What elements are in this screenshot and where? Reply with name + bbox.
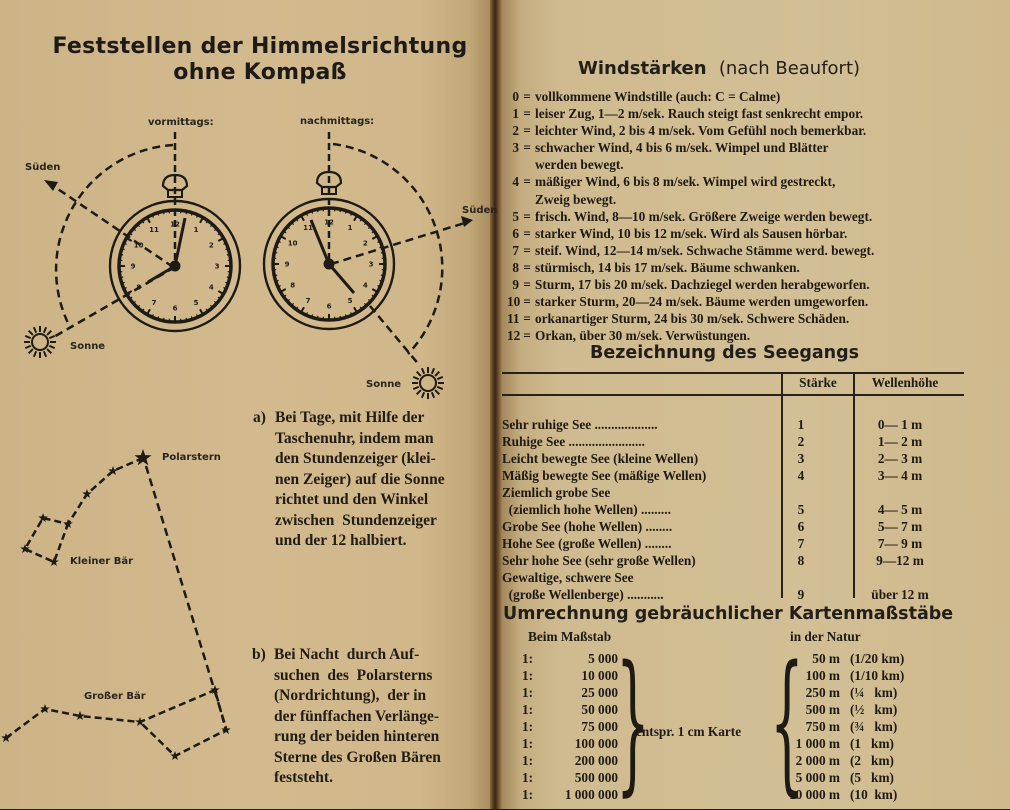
beaufort-row xyxy=(507,139,977,156)
scale-ratio: 1: xyxy=(522,752,533,769)
watch-center xyxy=(170,261,180,271)
sea-description: Hohe See (große Wellen) ........ xyxy=(502,535,671,552)
dial-tick xyxy=(127,291,132,294)
beaufort-number: 0 xyxy=(507,88,519,105)
equals-sign: = xyxy=(519,105,535,122)
south-arrow-morning xyxy=(44,180,58,191)
beaufort-number xyxy=(507,156,519,173)
sun-ray xyxy=(432,392,434,398)
paragraph-a-marker: a) xyxy=(253,408,266,429)
sun-ray xyxy=(413,387,419,389)
label-big-dipper: Großer Bär xyxy=(84,691,146,702)
morning-watch xyxy=(44,132,240,338)
sun-ray xyxy=(47,349,51,353)
dial-tick xyxy=(218,238,223,241)
wave-height: 3— 4 m xyxy=(854,467,946,484)
sun-ray xyxy=(49,336,55,338)
dial-number: 1 xyxy=(348,224,353,232)
dial-number: 5 xyxy=(348,297,353,305)
little-dipper xyxy=(25,458,143,562)
paragraph-b xyxy=(274,645,484,789)
beaufort-number: 2 xyxy=(507,122,519,139)
beaufort-description: orkanartiger Sturm, 24 bis 30 m/sek. Schwere Schäden. xyxy=(535,310,977,327)
sea-strength: 5 xyxy=(780,501,822,518)
dial-number: 12 xyxy=(324,219,334,227)
wave-height: über 12 m xyxy=(854,586,946,603)
dial-number: 3 xyxy=(215,263,220,271)
scale-ratio: 1: xyxy=(522,735,533,752)
dial-tick xyxy=(163,318,164,321)
beaufort-description: leichter Wind, 2 bis 4 m/sek. Vom Gefühl noch bemerkbar. xyxy=(535,122,977,139)
nature-km: (5 km) xyxy=(850,769,894,786)
beaufort-row xyxy=(507,105,977,122)
beaufort-number: 8 xyxy=(507,259,519,276)
scale-denominator: 50 000 xyxy=(540,701,618,718)
scale-ratio: 1: xyxy=(522,786,533,803)
beaufort-number: 1 xyxy=(507,105,519,122)
dial-tick xyxy=(218,291,223,294)
beaufort-row xyxy=(507,310,977,327)
dial-tick xyxy=(147,218,150,223)
dial-tick xyxy=(317,209,318,212)
star-icon xyxy=(170,751,180,760)
scale-ratio: 1: xyxy=(522,667,533,684)
dial-number: 4 xyxy=(209,284,214,292)
nature-km: (½ km) xyxy=(850,701,897,718)
sun-ray xyxy=(422,368,424,374)
sea-row xyxy=(502,450,964,467)
dial-tick xyxy=(274,252,277,253)
sea-description: Ruhige See ....................... xyxy=(502,433,645,450)
sun-ray xyxy=(44,327,46,333)
beaufort-row xyxy=(507,242,977,259)
beaufort-row xyxy=(507,276,977,293)
nature-meters: 2 000 m xyxy=(772,752,840,769)
label-sun-left: Sonne xyxy=(70,341,105,352)
beaufort-list xyxy=(507,88,977,344)
star-icon xyxy=(82,489,92,498)
dial-tick xyxy=(354,307,357,312)
dial-number: 2 xyxy=(363,240,368,248)
dial-number: 11 xyxy=(149,226,159,234)
sea-row xyxy=(502,552,964,569)
table-rule-header xyxy=(502,394,964,396)
sea-row xyxy=(502,501,964,518)
sea-row xyxy=(502,467,964,484)
beaufort-row xyxy=(507,327,977,344)
beaufort-number: 12 xyxy=(507,327,519,344)
afternoon-watch xyxy=(264,132,473,366)
equals-sign xyxy=(519,156,535,173)
dial-tick xyxy=(147,309,150,314)
table-rule-top xyxy=(502,372,964,374)
equals-sign: = xyxy=(519,327,535,344)
dial-tick xyxy=(317,316,318,319)
dial-number: 6 xyxy=(173,305,178,313)
dial-number: 4 xyxy=(363,282,368,290)
dial-number: 8 xyxy=(290,282,295,290)
scale-denominator: 500 000 xyxy=(540,769,618,786)
sun-ray xyxy=(435,390,439,394)
header-wave-height: Wellenhöhe xyxy=(855,375,955,391)
paragraph-line: nen Zeiger) auf die Sonne xyxy=(275,470,485,491)
nature-meters: 10 000 m xyxy=(772,786,840,803)
scale-ratio: 1: xyxy=(522,718,533,735)
sea-row xyxy=(502,518,964,535)
equals-sign: = xyxy=(519,310,535,327)
sun-ray xyxy=(44,351,46,357)
beaufort-description: Orkan, über 30 m/sek. Verwüstungen. xyxy=(535,327,977,344)
scale-denominator: 100 000 xyxy=(540,735,618,752)
equals-sign: = xyxy=(519,293,535,310)
beaufort-description: Zweig bewegt. xyxy=(535,191,977,208)
dial-tick xyxy=(301,216,304,221)
dial-tick xyxy=(200,218,203,223)
wind-title xyxy=(578,58,860,79)
beaufort-row xyxy=(507,88,977,105)
beaufort-number: 7 xyxy=(507,242,519,259)
dial-number: 3 xyxy=(369,261,374,269)
sea-description: Ziemlich grobe See xyxy=(502,484,610,501)
sea-strength: 2 xyxy=(780,433,822,450)
brace-left: { xyxy=(770,646,804,798)
paragraph-line: und der 12 halbiert. xyxy=(275,531,485,552)
dial-tick xyxy=(227,254,230,255)
dial-tick xyxy=(186,211,187,214)
title-line-1: Feststellen der Himmelsrichtung xyxy=(40,34,480,60)
dial-number: 5 xyxy=(194,299,199,307)
wave-height: 0— 1 m xyxy=(854,416,946,433)
angle-arc-afternoon xyxy=(333,144,442,354)
sun-ray xyxy=(432,368,434,374)
equals-sign: = xyxy=(519,139,535,156)
sun-ray xyxy=(25,346,31,348)
sun-ray xyxy=(422,392,424,398)
sea-description: Grobe See (hohe Wellen) ........ xyxy=(502,518,672,535)
dial-tick xyxy=(281,289,286,292)
label-morning: vormittags: xyxy=(148,117,214,128)
sun-ray xyxy=(47,331,51,335)
nature-km: (¼ km) xyxy=(850,684,897,701)
scale-denominator: 25 000 xyxy=(540,684,618,701)
dial-tick xyxy=(120,277,123,278)
scale-middle-text: entspr. 1 cm Karte xyxy=(636,723,741,740)
scale-ratio: 1: xyxy=(522,769,533,786)
sun-ray xyxy=(34,351,36,357)
sea-strength: 1 xyxy=(780,416,822,433)
dial-tick xyxy=(186,318,187,321)
equals-sign: = xyxy=(519,173,535,190)
sea-strength: 9 xyxy=(780,586,822,603)
sun-ray xyxy=(417,390,421,394)
nature-meters: 250 m xyxy=(772,684,840,701)
equals-sign: = xyxy=(519,225,535,242)
paragraph-line: feststeht. xyxy=(274,768,484,789)
beaufort-row xyxy=(507,208,977,225)
equals-sign: = xyxy=(519,276,535,293)
sea-title: Bezeichnung des Seegangs xyxy=(590,343,859,363)
scale-denominator: 5 000 xyxy=(540,650,618,667)
sea-description: Leicht bewegte See (kleine Wellen) xyxy=(502,450,698,467)
star-icon xyxy=(38,513,48,522)
sun-icon-left xyxy=(32,334,48,350)
sun-ray xyxy=(437,377,443,379)
paragraph-a xyxy=(275,408,485,552)
beaufort-row xyxy=(507,173,977,190)
star-icon xyxy=(221,725,231,734)
sun-ray xyxy=(413,377,419,379)
label-polaris: Polarstern xyxy=(162,452,221,463)
dial-number: 9 xyxy=(131,263,136,271)
beaufort-description: leiser Zug, 1—2 m/sek. Rauch steigt fast senkrecht empor. xyxy=(535,105,977,122)
beaufort-number: 5 xyxy=(507,208,519,225)
sun-icon-right xyxy=(420,375,436,391)
star-icon xyxy=(49,557,59,566)
dial-tick xyxy=(372,289,377,292)
paragraph-line: Taschenuhr, indem man xyxy=(275,429,485,450)
beaufort-description: frisch. Wind, 8—10 m/sek. Größere Zweige werden bewegt. xyxy=(535,208,977,225)
sun-ray xyxy=(34,327,36,333)
dial-tick xyxy=(381,252,384,253)
sea-strength: 6 xyxy=(780,518,822,535)
paragraph-line: den Stundenzeiger (klei- xyxy=(275,449,485,470)
nature-meters: 100 m xyxy=(772,667,840,684)
sea-description: (ziemlich hohe Wellen) ......... xyxy=(502,501,671,518)
beaufort-number: 9 xyxy=(507,276,519,293)
dial-tick xyxy=(120,254,123,255)
dial-tick xyxy=(200,309,203,314)
beaufort-number: 3 xyxy=(507,139,519,156)
beaufort-description: steif. Wind, 12—14 m/sek. Schwache Stämme werd. bewegt. xyxy=(535,242,977,259)
paragraph-line: zwischen Stundenzeiger xyxy=(275,511,485,532)
hour-hand-afternoon xyxy=(329,264,354,293)
equals-sign: = xyxy=(519,259,535,276)
nature-km: (¾ km) xyxy=(850,718,897,735)
sun-ray xyxy=(435,372,439,376)
paragraph-line: Bei Nacht durch Auf- xyxy=(274,645,484,666)
equals-sign: = xyxy=(519,88,535,105)
beaufort-row xyxy=(507,191,977,208)
beaufort-description: werden bewegt. xyxy=(535,156,977,173)
label-little-dipper: Kleiner Bär xyxy=(70,556,133,567)
paragraph-line: Sterne des Großen Bären xyxy=(274,748,484,769)
paragraph-line: richtet und den Winkel xyxy=(275,490,485,511)
dial-number: 10 xyxy=(134,242,144,250)
scale-ratio: 1: xyxy=(522,650,533,667)
wind-title-sub: (nach Beaufort) xyxy=(719,58,860,79)
equals-sign: = xyxy=(519,122,535,139)
nature-km: (1/20 km) xyxy=(850,650,904,667)
beaufort-row xyxy=(507,225,977,242)
beaufort-description: Sturm, 17 bis 20 m/sek. Dachziegel werden herabgeworfen. xyxy=(535,276,977,293)
label-afternoon: nachmittags: xyxy=(300,116,374,127)
dial-number: 2 xyxy=(209,242,214,250)
dial-tick xyxy=(163,211,164,214)
beaufort-description: schwacher Wind, 4 bis 6 m/sek. Wimpel und Blätter xyxy=(535,139,977,156)
nature-km: (1 km) xyxy=(850,735,894,752)
paragraph-line: (Nordrichtung), der in xyxy=(274,686,484,707)
sea-row xyxy=(502,586,964,603)
wave-height: 4— 5 m xyxy=(854,501,946,518)
sun-line-afternoon xyxy=(370,306,420,366)
beaufort-number: 6 xyxy=(507,225,519,242)
sea-description: Gewaltige, schwere See xyxy=(502,569,634,586)
paragraph-line: der fünffachen Verlänge- xyxy=(274,707,484,728)
equals-sign xyxy=(519,191,535,208)
label-south-left: Süden xyxy=(25,162,60,173)
dial-tick xyxy=(340,209,341,212)
paragraph-b-marker: b) xyxy=(252,645,266,666)
sea-row xyxy=(502,416,964,433)
paragraph-line: rung der beiden hinteren xyxy=(274,727,484,748)
scale-ratio: 1: xyxy=(522,684,533,701)
scale-denominator: 75 000 xyxy=(540,718,618,735)
title-line-2: ohne Kompaß xyxy=(40,60,480,86)
brace-right: } xyxy=(616,646,650,798)
sea-description: Sehr hohe See (sehr große Wellen) xyxy=(502,552,696,569)
beaufort-description: vollkommene Windstille (auch: C = Calme) xyxy=(535,88,977,105)
beaufort-row xyxy=(507,122,977,139)
scales-title: Umrechnung gebräuchlicher Kartenmaßstäbe xyxy=(503,604,953,624)
wave-height: 5— 7 m xyxy=(854,518,946,535)
wave-height: 2— 3 m xyxy=(854,450,946,467)
dial-number: 10 xyxy=(288,240,298,248)
dial-number: 11 xyxy=(303,224,313,232)
sea-description: (große Wellenberge) ........... xyxy=(502,586,664,603)
dial-tick xyxy=(227,277,230,278)
beaufort-row xyxy=(507,156,977,173)
sun-ray xyxy=(437,387,443,389)
sea-row xyxy=(502,484,964,501)
scale-ratio: 1: xyxy=(522,701,533,718)
scale-denominator: 10 000 xyxy=(540,667,618,684)
nature-meters: 500 m xyxy=(772,701,840,718)
sea-row xyxy=(502,433,964,450)
dial-tick xyxy=(372,236,377,239)
minute-hand-afternoon xyxy=(311,220,329,264)
dial-number: 12 xyxy=(170,221,180,229)
polaris-star-icon xyxy=(134,449,151,465)
nature-meters: 50 m xyxy=(772,650,840,667)
sea-strength: 3 xyxy=(780,450,822,467)
dial-number: 6 xyxy=(327,303,332,311)
header-nature: in der Natur xyxy=(790,628,861,645)
sea-strength: 7 xyxy=(780,535,822,552)
sea-row xyxy=(502,535,964,552)
sea-description: Sehr ruhige See ................... xyxy=(502,416,658,433)
nature-meters: 750 m xyxy=(772,718,840,735)
beaufort-row xyxy=(507,293,977,310)
wave-height: 7— 9 m xyxy=(854,535,946,552)
wave-height: 9—12 m xyxy=(854,552,946,569)
beaufort-number: 11 xyxy=(507,310,519,327)
sun-ray xyxy=(25,336,31,338)
sea-row xyxy=(502,569,964,586)
dial-tick xyxy=(301,307,304,312)
beaufort-description: stürmisch, 14 bis 17 m/sek. Bäume schwanken. xyxy=(535,259,977,276)
beaufort-row xyxy=(507,259,977,276)
nature-meters: 5 000 m xyxy=(772,769,840,786)
label-sun-right: Sonne xyxy=(366,379,401,390)
dial-number: 8 xyxy=(136,284,141,292)
dial-tick xyxy=(127,238,132,241)
beaufort-number xyxy=(507,191,519,208)
dial-number: 1 xyxy=(194,226,199,234)
dial-number: 7 xyxy=(152,299,157,307)
sea-description: Mäßig bewegte See (mäßige Wellen) xyxy=(502,467,706,484)
dial-number: 9 xyxy=(285,261,290,269)
dial-number: 7 xyxy=(306,297,311,305)
scale-denominator: 200 000 xyxy=(540,752,618,769)
wave-height: 1— 2 m xyxy=(854,433,946,450)
sea-strength: 8 xyxy=(780,552,822,569)
nature-km: (1/10 km) xyxy=(850,667,904,684)
dial-tick xyxy=(340,316,341,319)
beaufort-description: starker Sturm, 20—24 m/sek. Bäume werden umgeworfen. xyxy=(535,293,977,310)
beaufort-number: 4 xyxy=(507,173,519,190)
header-scale: Beim Maßstab xyxy=(528,628,611,645)
south-arrow-afternoon xyxy=(461,216,473,227)
nature-km: (2 km) xyxy=(850,752,894,769)
nature-km: (10 km) xyxy=(850,786,897,803)
sun-ray xyxy=(29,349,33,353)
nature-meters: 1 000 m xyxy=(772,735,840,752)
header-strength: Stärke xyxy=(783,375,853,391)
paragraph-line: Bei Tage, mit Hilfe der xyxy=(275,408,485,429)
wind-title-main: Windstärken xyxy=(578,58,707,79)
equals-sign: = xyxy=(519,242,535,259)
sea-strength: 4 xyxy=(780,467,822,484)
star-icon xyxy=(75,711,85,720)
dial-tick xyxy=(354,216,357,221)
beaufort-description: mäßiger Wind, 6 bis 8 m/sek. Wimpel wird gestreckt, xyxy=(535,173,977,190)
label-south-right: Süden xyxy=(462,205,497,216)
equals-sign: = xyxy=(519,208,535,225)
beaufort-number: 10 xyxy=(507,293,519,310)
paragraph-line: suchen des Polarsterns xyxy=(274,666,484,687)
sun-ray xyxy=(417,372,421,376)
dial-tick xyxy=(281,236,286,239)
dial-tick xyxy=(381,275,384,276)
sun-ray xyxy=(29,331,33,335)
scale-denominator: 1 000 000 xyxy=(540,786,618,803)
dial-tick xyxy=(274,275,277,276)
beaufort-description: starker Wind, 10 bis 12 m/sek. Wird als Sausen hörbar. xyxy=(535,225,977,242)
sun-ray xyxy=(49,346,55,348)
